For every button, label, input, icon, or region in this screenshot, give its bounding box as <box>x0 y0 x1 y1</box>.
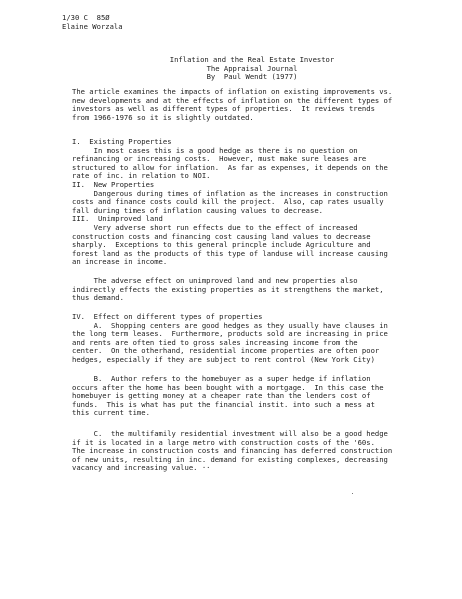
text-line: of new units, resulting in inc. demand for existing complexes, decreasing <box>72 454 388 464</box>
text-line: investors as well as different types of properties. It reviews trends <box>72 104 375 114</box>
text-line: structured to allow for inflation. As far as expenses, it depends on the <box>72 162 388 172</box>
text-line: fall during times of inflation causing values to decrease. <box>72 205 323 215</box>
text-line: occurs after the home has been bought with a mortgage. In this case the <box>72 382 384 392</box>
text-line: this current time. <box>72 408 150 418</box>
text-line: vacancy and increasing value. ·· <box>72 463 211 473</box>
text-line: Dangerous during times of inflation as the increases in construction <box>72 188 388 198</box>
text-line: from 1966-1976 so it is slightly outdated. <box>72 112 254 122</box>
text-line: C. the multifamily residential investment will also be a good hedge <box>72 429 388 438</box>
text-line: Very adverse short run effects due to the effect of increased <box>72 222 358 232</box>
section-heading: II. New Properties <box>72 179 155 189</box>
text-line: if it is located in a large metro with construction costs of the '60s. <box>72 437 375 447</box>
page-speck <box>352 493 353 494</box>
text-line: A. Shopping centers are good hedges as they usually have clauses in <box>72 320 388 330</box>
text-line: and rents are often tied to gross sales increasing income from the <box>72 337 358 347</box>
text-line: center. On the otherhand, residential income properties are often poor <box>72 346 380 356</box>
author-name: Elaine Worzala <box>62 21 123 31</box>
text-line: thus demand. <box>72 293 124 303</box>
text-line: construction costs and financing cost causing land values to decrease <box>72 231 371 241</box>
document-header <box>62 14 123 31</box>
text-line: refinancing or increasing costs. However, must make sure leases are <box>72 154 367 164</box>
text-line: rate of inc. in relation to NOI. <box>72 171 211 181</box>
text-line: In most cases this is a good hedge as there is no question on <box>72 145 358 155</box>
section-4 <box>72 313 432 365</box>
intro-paragraph <box>72 88 432 122</box>
text-line: B. Author refers to the homebuyer as a super hedge if inflation <box>72 374 371 383</box>
text-line: an increase in income. <box>72 257 168 267</box>
text-line: The article examines the impacts of inflation on existing improvements vs. <box>72 87 393 96</box>
section-4c <box>72 430 432 473</box>
text-line: indirectly effects the existing properties as it strengthens the market, <box>72 284 384 294</box>
text-line: new developments and at the effects of inflation on the different types of <box>72 95 393 105</box>
adverse-paragraph <box>72 277 432 303</box>
document-code: 1/30 C 85Ø <box>62 13 110 22</box>
title-line: Inflation and the Real Estate Investor <box>169 55 335 64</box>
text-line: sharply. Exceptions to this general princple include Agriculture and <box>72 240 371 250</box>
text-line: The adverse effect on unimproved land and new properties also <box>72 276 358 285</box>
text-line: The increase in construction costs and financing has deferred construction <box>72 446 393 456</box>
text-line: forest land as the products of this type of landuse will increase causing <box>72 248 388 258</box>
sections-1-3 <box>72 138 432 267</box>
title-line: The Appraisal Journal <box>206 63 298 73</box>
section-heading: III. Unimproved land <box>72 214 163 224</box>
text-line: homebuyer is getting money at a cheaper rate than the lenders cost of <box>72 391 371 401</box>
section-heading: IV. Effect on different types of properties <box>72 312 263 321</box>
text-line: costs and finance costs could kill the project. Also, cap rates usually <box>72 197 384 207</box>
text-line: the long term leases. Furthermore, products sold are increasing in price <box>72 329 388 339</box>
title-line: By Paul Wendt (1977) <box>206 72 298 82</box>
section-heading: I. Existing Properties <box>72 137 172 146</box>
document-title <box>72 56 432 82</box>
text-line: hedges, especially if they are subject to rent control (New York City) <box>72 354 375 364</box>
section-4b <box>72 375 432 418</box>
text-line: funds. This is what has put the financial instit. into such a mess at <box>72 399 375 409</box>
